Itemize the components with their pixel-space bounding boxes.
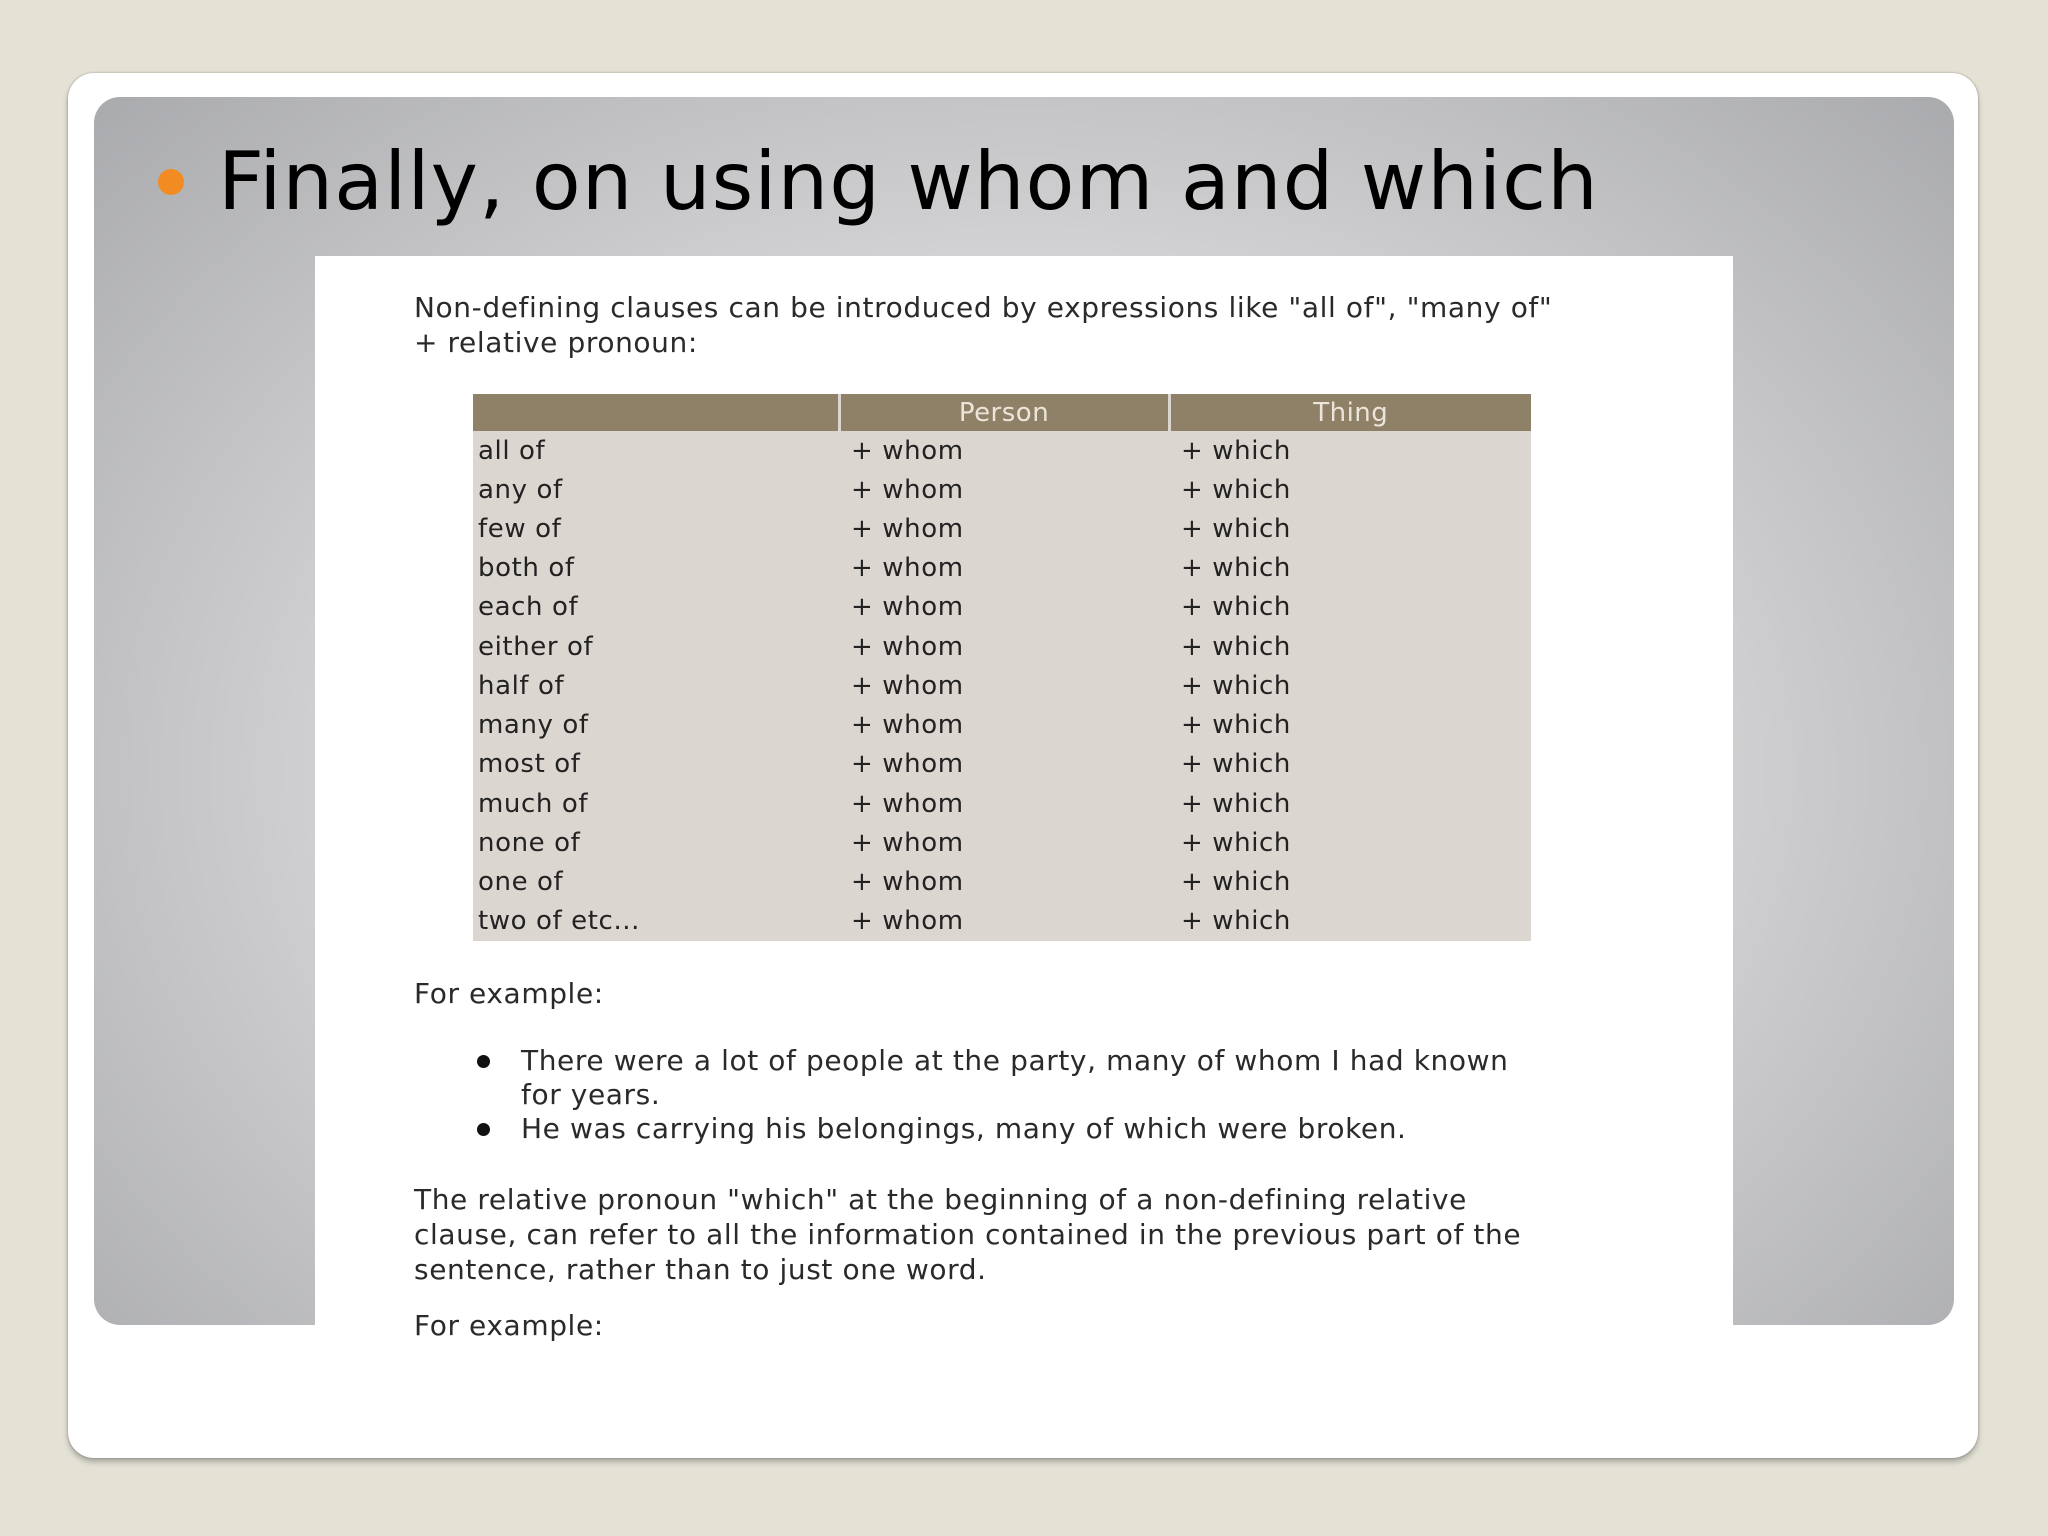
document-image	[315, 256, 1733, 1342]
table-cell-thing: + which	[1181, 749, 1291, 780]
table-cell-person: + whom	[851, 592, 964, 623]
table-cell-expression: all of	[478, 435, 546, 466]
table-cell-person: + whom	[851, 631, 964, 662]
table-header-row	[473, 394, 1531, 431]
table-row	[473, 666, 1531, 705]
cutoff-text: For example:	[414, 1309, 604, 1342]
title-bullet-icon	[158, 169, 184, 195]
table-row	[473, 431, 1531, 470]
table-cell-person: + whom	[851, 435, 964, 466]
table-row	[473, 823, 1531, 862]
table-row	[473, 549, 1531, 588]
table-cell-thing: + which	[1181, 514, 1291, 545]
table-row	[473, 509, 1531, 548]
relative-pronoun-table	[473, 394, 1531, 941]
table-cell-expression: one of	[478, 867, 564, 898]
table-cell-expression: both of	[478, 553, 575, 584]
table-cell-thing: + which	[1181, 474, 1291, 505]
title-row	[158, 135, 1599, 228]
table-cell-thing: + which	[1181, 435, 1291, 466]
table-cell-person: + whom	[851, 788, 964, 819]
example-heading: For example:	[414, 977, 604, 1010]
example-item	[475, 1112, 1545, 1146]
table-cell-person: + whom	[851, 749, 964, 780]
table-header-thing: Thing	[1169, 394, 1531, 431]
table-row	[473, 627, 1531, 666]
bullet-icon	[477, 1123, 490, 1136]
table-cell-expression: most of	[478, 749, 581, 780]
table-row	[473, 902, 1531, 941]
table-cell-thing: + which	[1181, 788, 1291, 819]
table-cell-expression: much of	[478, 788, 589, 819]
table-cell-thing: + which	[1181, 827, 1291, 858]
table-cell-person: + whom	[851, 553, 964, 584]
table-row	[473, 706, 1531, 745]
explanation-text: The relative pronoun "which" at the beginning of a non-defining relative clause, can refer to all the information contained in the previous part of the sentence, rather than to just one word.	[414, 1183, 1522, 1286]
table-cell-person: + whom	[851, 827, 964, 858]
table-cell-thing: + which	[1181, 710, 1291, 741]
example-list	[475, 1044, 1545, 1146]
table-cell-expression: none of	[478, 827, 581, 858]
table-cell-person: + whom	[851, 710, 964, 741]
table-row	[473, 862, 1531, 901]
example-text: There were a lot of people at the party, many of whom I had known for years.	[521, 1044, 1509, 1111]
slide-title: Finally, on using whom and which	[218, 135, 1599, 228]
table-row	[473, 745, 1531, 784]
example-item	[475, 1044, 1545, 1112]
table-header-empty	[473, 394, 839, 431]
table-cell-expression: half of	[478, 670, 565, 701]
intro-text: Non-defining clauses can be introduced by expressions like "all of", "many of" + relative pronoun:	[414, 291, 1553, 359]
table-row	[473, 470, 1531, 509]
example-text: He was carrying his belongings, many of which were broken.	[521, 1112, 1407, 1145]
table-cell-person: + whom	[851, 867, 964, 898]
table-cell-expression: either of	[478, 631, 594, 662]
table-cell-thing: + which	[1181, 553, 1291, 584]
table-cell-expression: many of	[478, 710, 589, 741]
table-row	[473, 784, 1531, 823]
table-cell-person: + whom	[851, 670, 964, 701]
table-cell-thing: + which	[1181, 906, 1291, 937]
bullet-icon	[477, 1055, 490, 1068]
table-cell-thing: + which	[1181, 670, 1291, 701]
table-row	[473, 588, 1531, 627]
table-cell-thing: + which	[1181, 592, 1291, 623]
table-cell-expression: any of	[478, 474, 563, 505]
table-cell-person: + whom	[851, 474, 964, 505]
table-cell-expression: few of	[478, 514, 562, 545]
table-header-person: Person	[839, 394, 1169, 431]
table-cell-expression: each of	[478, 592, 579, 623]
table-cell-thing: + which	[1181, 867, 1291, 898]
table-cell-expression: two of etc...	[478, 906, 641, 937]
table-cell-thing: + which	[1181, 631, 1291, 662]
table-body	[473, 431, 1531, 941]
table-cell-person: + whom	[851, 906, 964, 937]
table-cell-person: + whom	[851, 514, 964, 545]
